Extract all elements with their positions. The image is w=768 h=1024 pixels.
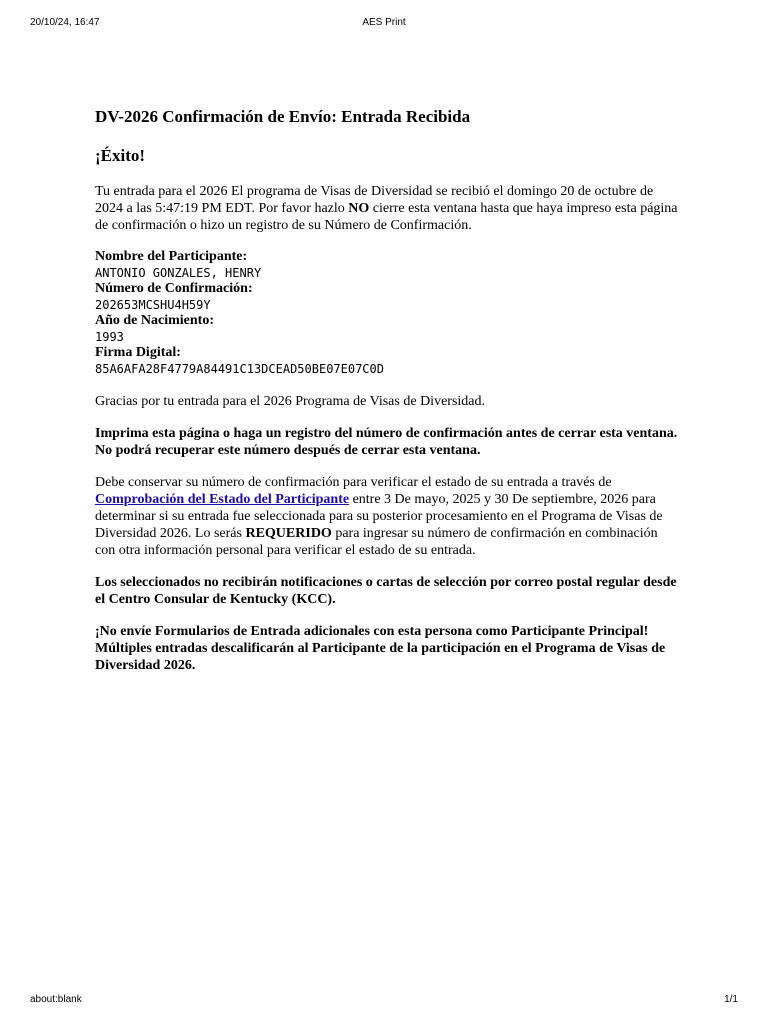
keep-number-paragraph <box>95 474 680 559</box>
participant-name-value: ANTONIO GONZALES, HENRY <box>95 266 262 280</box>
no-duplicate-notice: ¡No envíe Formularios de Entrada adicionales con esta persona como Participante Principal! Múltiples entradas descalificarán al Participante de la participación en el Programa de Visas de Diversidad 2026. <box>95 624 666 673</box>
participant-status-check-link[interactable]: Comprobación del Estado del Participante <box>95 492 350 507</box>
digital-signature-value: 85A6AFA28F4779A84491C13DCEAD50BE07E07C0D <box>95 362 384 376</box>
print-warning: Imprima esta página o haga un registro del número de confirmación antes de cerrar esta ventana. No podrá recuperar este número después de cerrar esta ventana. <box>95 426 678 458</box>
print-page-number: 1/1 <box>724 994 738 1005</box>
print-datetime: 20/10/24, 16:47 <box>30 17 100 28</box>
intro-no-emphasis: NO <box>348 201 370 216</box>
no-mail-notice: Los seleccionados no recibirán notificaciones o cartas de selección por correo postal regular desde el Centro Consular de Kentucky (KCC). <box>95 575 677 607</box>
confirmation-number-label: Número de Confirmación: <box>95 281 253 296</box>
confirmation-number-value: 202653MCSHU4H59Y <box>95 298 211 312</box>
keep-text-2: entre 3 De mayo, 2025 y 30 De septiembre, 2026 para determinar si su entrada fue seleccionada para su posterior procesamiento en el Programa de Visas de Diversidad 2026. Lo serás <box>95 492 663 541</box>
print-header <box>0 17 768 31</box>
print-url: about:blank <box>30 994 82 1005</box>
keep-text-3: para ingresar su número de confirmación en combinación con otra información personal para verificar el estado de su entrada. <box>95 526 658 558</box>
print-footer <box>0 994 768 1008</box>
participant-name-label: Nombre del Participante: <box>95 249 248 264</box>
confirmation-document <box>95 106 680 689</box>
intro-paragraph <box>95 183 680 234</box>
entry-details <box>95 249 680 377</box>
thanks-paragraph: Gracias por tu entrada para el 2026 Programa de Visas de Diversidad. <box>95 394 485 409</box>
success-heading: ¡Éxito! <box>95 146 146 165</box>
keep-text-1: Debe conservar su número de confirmación para verificar el estado de su entrada a través de <box>95 475 612 490</box>
intro-text-1: Tu entrada para el 2026 El programa de Visas de Diversidad se recibió el domingo 20 de octubre de 2024 a las 5:47:19 PM EDT. Por favor hazlo <box>95 184 654 216</box>
intro-text-2: cierre esta ventana hasta que haya impreso esta página de confirmación o hizo un registro de su Número de Confirmación. <box>95 201 678 233</box>
print-page-title: AES Print <box>362 17 406 28</box>
birth-year-value: 1993 <box>95 330 124 344</box>
digital-signature-label: Firma Digital: <box>95 345 181 360</box>
birth-year-label: Año de Nacimiento: <box>95 313 214 328</box>
required-emphasis: REQUERIDO <box>245 526 332 541</box>
document-title: DV-2026 Confirmación de Envío: Entrada Recibida <box>95 107 471 126</box>
